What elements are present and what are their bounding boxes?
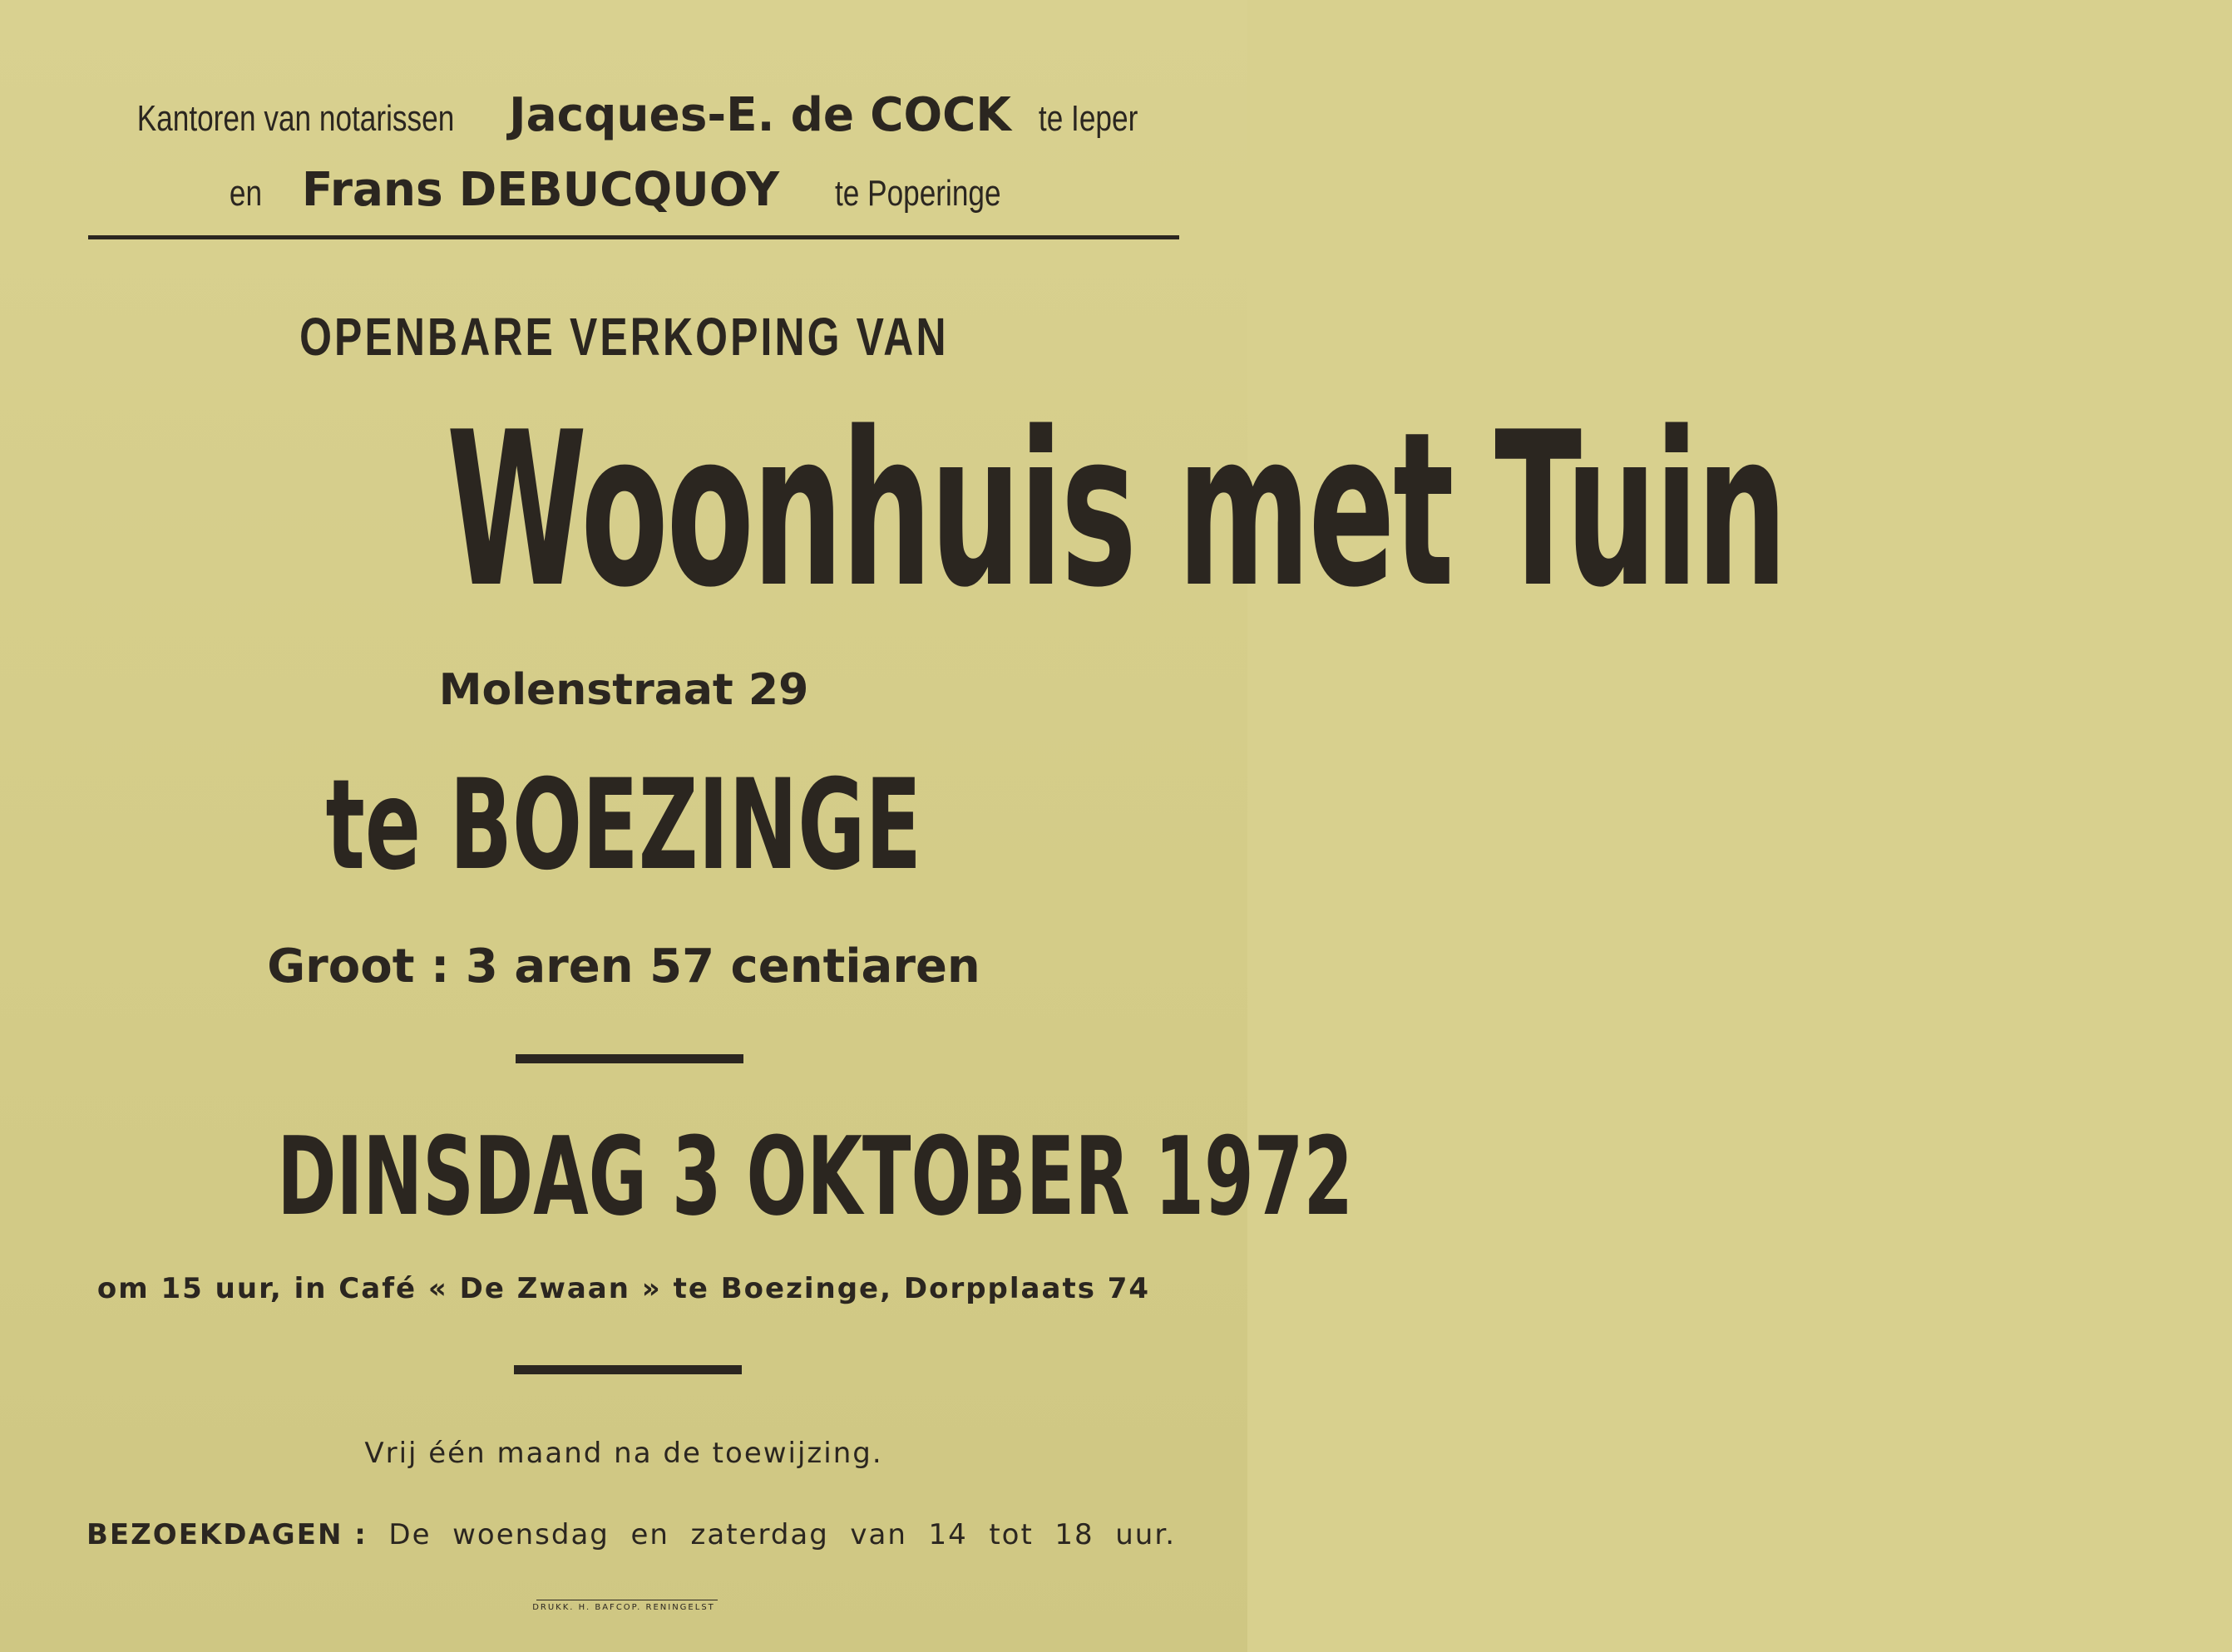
sale-date bbox=[0, 1113, 1354, 1240]
property-title bbox=[0, 387, 1785, 634]
header-suffix-2: te Poperinge bbox=[835, 173, 1001, 214]
visit-word: uur. bbox=[1115, 1518, 1176, 1551]
visiting-days bbox=[86, 1518, 1176, 1551]
visit-word: De bbox=[388, 1518, 432, 1551]
sale-date-text: DINSDAG 3 OKTOBER 1972 bbox=[277, 1113, 1354, 1240]
visit-word: en bbox=[630, 1518, 669, 1551]
availability-note: Vrij één maand na de toewijzing. bbox=[364, 1437, 883, 1470]
visit-word: 14 bbox=[928, 1518, 968, 1551]
visit-word: tot bbox=[989, 1518, 1034, 1551]
visit-word: van bbox=[850, 1518, 907, 1551]
visit-word: zaterdag bbox=[690, 1518, 829, 1551]
notary-name-1: Jacques-E. de COCK bbox=[508, 88, 1011, 142]
header-divider bbox=[88, 235, 1179, 239]
header-prefix-1: Kantoren van notarissen bbox=[136, 98, 454, 139]
time-and-venue: om 15 uur, in Café « De Zwaan » te Boezinge, Dorpplaats 74 bbox=[96, 1272, 1151, 1305]
town-name-text: te BOEZINGE bbox=[325, 753, 922, 898]
header-suffix-1: te Ieper bbox=[1039, 98, 1138, 139]
town-name bbox=[0, 753, 1247, 898]
plot-size: Groot : 3 aren 57 centiaren bbox=[267, 939, 980, 994]
street-address: Molenstraat 29 bbox=[438, 665, 809, 715]
printer-imprint: DRUKK. H. BAFCOP. RENINGELST bbox=[532, 1603, 715, 1612]
divider-middle bbox=[516, 1054, 743, 1063]
visit-word: 18 bbox=[1054, 1518, 1094, 1551]
sale-heading-text: OPENBARE VERKOPING VAN bbox=[299, 307, 949, 367]
divider-lower bbox=[514, 1365, 742, 1374]
header-prefix-2: en bbox=[229, 173, 263, 214]
sale-heading bbox=[0, 306, 1247, 367]
property-title-text: Woonhuis met Tuin bbox=[446, 387, 1785, 634]
visiting-days-label: BEZOEKDAGEN : bbox=[86, 1518, 368, 1551]
header-line-2 bbox=[0, 163, 1247, 217]
visit-word: woensdag bbox=[452, 1518, 610, 1551]
notary-name-2: Frans DEBUCQUOY bbox=[301, 163, 779, 217]
header-line-1 bbox=[0, 88, 1247, 142]
